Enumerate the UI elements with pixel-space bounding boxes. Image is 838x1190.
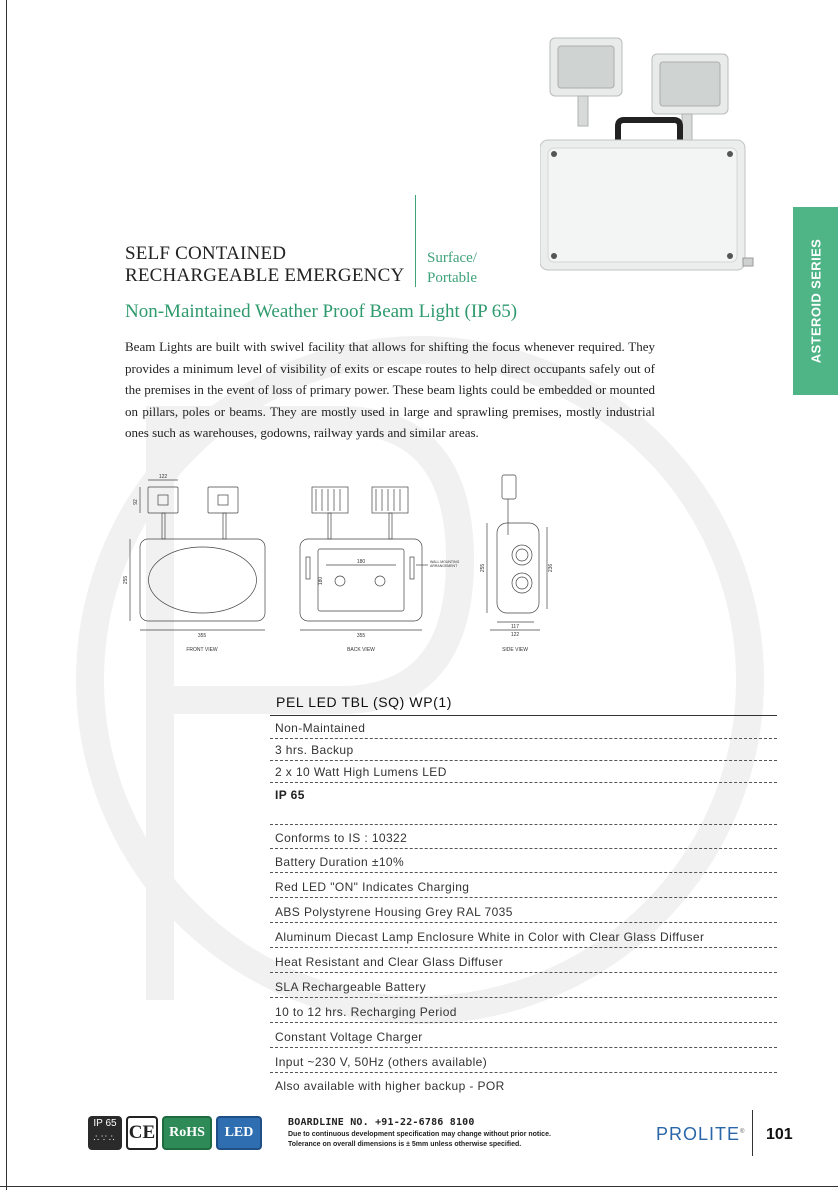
spec-row: SLA Rechargeable Battery xyxy=(270,975,777,998)
brand-name: PROLITE xyxy=(656,1124,741,1144)
dim-back-inner: 180 xyxy=(356,559,366,565)
product-description: Beam Lights are built with swivel facility that allows for shifting the focus whenever required. They provides a minimum level of visibility of exits or escape routes to help direct occupants safely out of the premises in the event of loss of primary power. These beam lights could be embedded or mounted on pillars, poles or beams. They are mostly used in large and sprawling premises, mostly industrial ones such as warehouses, godowns, railway yards and similar areas. xyxy=(125,339,655,440)
ip65-badge-label: IP 65 xyxy=(93,1118,117,1129)
footer-separator xyxy=(752,1110,753,1156)
dim-side-depth: 117 xyxy=(511,624,519,630)
model-number: PEL LED TBL (SQ) WP(1) xyxy=(276,694,453,710)
dim-front-width-head: 122 xyxy=(158,474,168,480)
page-frame-bottom xyxy=(0,1186,838,1187)
dim-side-body: 236 xyxy=(548,563,554,573)
registered-mark: ® xyxy=(740,1129,746,1135)
dim-side-height: 255 xyxy=(480,563,486,573)
page-title xyxy=(125,243,404,287)
spec-row: IP 65 xyxy=(270,782,777,825)
title-line-1: SELF CONTAINED xyxy=(125,243,287,264)
ip65-badge xyxy=(88,1116,122,1150)
series-tab xyxy=(793,207,838,395)
tolerance-note: Tolerance on overall dimensions is ± 5mm unless otherwise specified. xyxy=(288,1141,522,1148)
spec-row: Heat Resistant and Clear Glass Diffuser xyxy=(270,950,777,973)
wall-note-1: WALL MOUNTING xyxy=(430,560,460,564)
label-front-view: FRONT VIEW xyxy=(186,647,218,653)
spec-row: Red LED "ON" Indicates Charging xyxy=(270,875,777,898)
brand-logo xyxy=(656,1124,745,1145)
spec-row: Constant Voltage Charger xyxy=(270,1025,777,1048)
mounting-line-2: Portable xyxy=(427,270,477,286)
mounting-type xyxy=(427,248,477,288)
spec-row: Input ~230 V, 50Hz (others available) xyxy=(270,1050,777,1073)
label-back-view: BACK VIEW xyxy=(347,647,375,653)
ip65-dust-icon: ∴∵∴ xyxy=(93,1133,117,1143)
dim-front-height-head: 92 xyxy=(133,499,139,505)
spec-row: Conforms to IS : 10322 xyxy=(270,826,777,849)
rohs-badge: RoHS xyxy=(162,1116,212,1150)
title-separator xyxy=(415,195,416,287)
spec-row: 10 to 12 hrs. Recharging Period xyxy=(270,1000,777,1023)
spec-change-note: Due to continuous development specification may change without prior notice. xyxy=(288,1131,551,1138)
spec-row: 2 x 10 Watt High Lumens LED xyxy=(270,760,777,783)
page-frame-left xyxy=(6,0,7,1190)
dim-back-inner-vertical: 180 xyxy=(318,576,324,586)
contact-info xyxy=(288,1117,551,1148)
spec-row: Non-Maintained xyxy=(270,716,777,739)
spec-row: 3 hrs. Backup xyxy=(270,738,777,761)
dim-side-total: 122 xyxy=(510,632,520,638)
dim-front-width: 355 xyxy=(197,633,207,639)
technical-drawing xyxy=(110,465,560,660)
title-line-2: RECHARGEABLE EMERGENCY xyxy=(125,265,405,286)
series-tab-label: ASTEROID SERIES xyxy=(808,238,823,364)
mounting-line-1: Surface/ xyxy=(427,250,477,266)
dim-back-width: 355 xyxy=(356,633,366,639)
dim-front-height: 255 xyxy=(123,575,129,585)
spec-row: ABS Polystyrene Housing Grey RAL 7035 xyxy=(270,900,777,923)
product-subtitle: Non-Maintained Weather Proof Beam Light (IP 65) xyxy=(125,301,518,322)
page-number: 101 xyxy=(766,1126,793,1143)
spec-row: Battery Duration ±10% xyxy=(270,850,777,873)
boardline-number: BOARDLINE NO. +91-22-6786 8100 xyxy=(288,1117,475,1128)
wall-note-2: ARRANGEMENT xyxy=(430,564,458,568)
ce-badge: CE xyxy=(126,1116,158,1150)
product-photo xyxy=(540,30,770,290)
label-side-view: SIDE VIEW xyxy=(502,647,528,653)
spec-row: Also available with higher backup - POR xyxy=(275,1079,505,1093)
led-badge: LED xyxy=(216,1116,262,1150)
spec-row: Aluminum Diecast Lamp Enclosure White in Color with Clear Glass Diffuser xyxy=(270,925,777,948)
